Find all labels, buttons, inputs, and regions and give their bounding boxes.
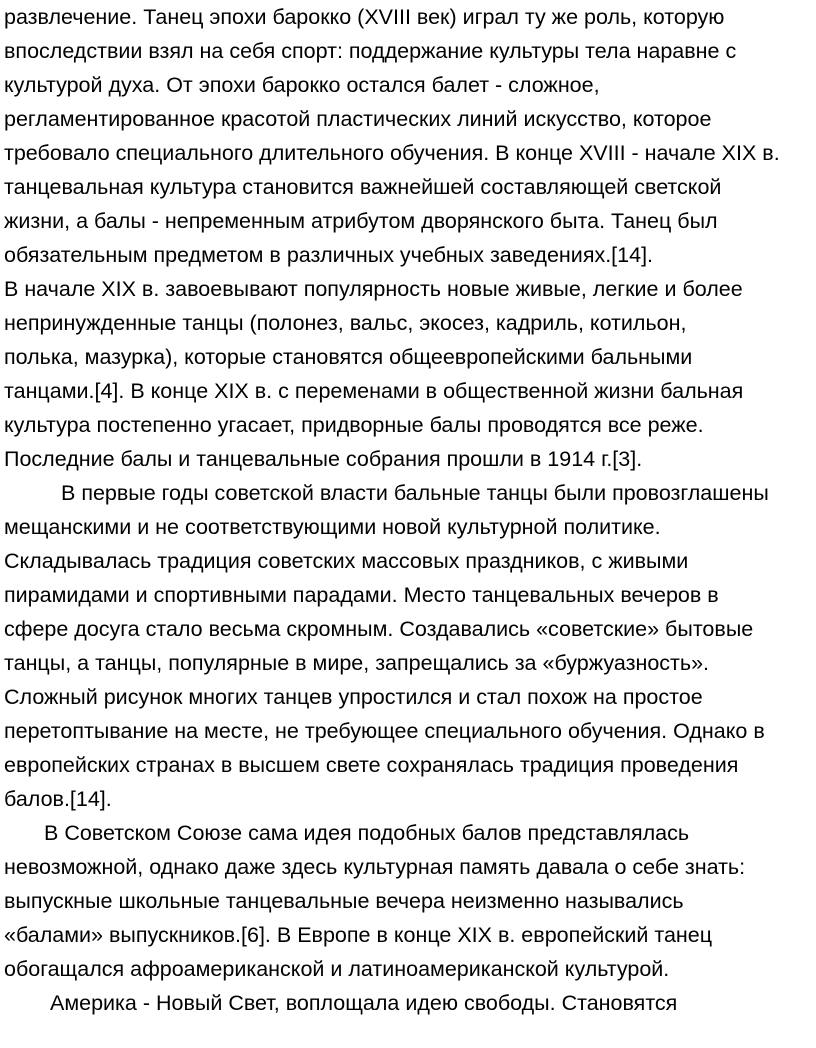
text-line: впоследствии взял на себя спорт: поддержание культуры тела наравне с [4,39,737,63]
text-line: европейских странах в высшем свете сохранялась традиция проведения [4,753,739,777]
text-line: развлечение. Танец эпохи барокко (XVIII век) играл ту же роль, которую [4,5,725,29]
text-line: В начале XIX в. завоевывают популярность новые живые, легкие и более [4,277,743,301]
text-line: обязательным предметом в различных учебных заведениях.[14]. [4,243,654,267]
text-line: Последние балы и танцевальные собрания прошли в 1914 г.[3]. [4,447,643,471]
text-line: сфере досуга стало весьма скромным. Создавались «советские» бытовые [4,617,754,641]
text-line: невозможной, однако даже здесь культурная память давала о себе знать: [4,855,746,879]
text-line: культура постепенно угасает, придворные балы проводятся все реже. [4,413,704,437]
text-line: жизни, а балы - непременным атрибутом дворянского быта. Танец был [4,209,718,233]
text-line: перетоптывание на месте, не требующее специального обучения. Однако в [4,719,765,743]
text-line: регламентированное красотой пластических линий искусство, которое [4,107,712,131]
text-line: обогащался афроамериканской и латиноамериканской культурой. [4,957,670,981]
text-line: танцами.[4]. В конце XIX в. с переменами в общественной жизни бальная [4,379,744,403]
text-line: Сложный рисунок многих танцев упростился и стал похож на простое [4,685,703,709]
text-line: пирамидами и спортивными парадами. Место танцевальных вечеров в [4,583,719,607]
text-line: танцы, а танцы, популярные в мире, запрещались за «буржуазность». [4,651,710,675]
text-line: балов.[14]. [4,787,112,811]
text-line: танцевальная культура становится важнейшей составляющей светской [4,175,722,199]
text-line: Складывалась традиция советских массовых праздников, с живыми [4,549,689,573]
text-line-indented: В первые годы советской власти бальные танцы были провозглашены [61,481,769,505]
text-line: культурой духа. От эпохи барокко остался балет - сложное, [4,73,600,97]
text-line: мещанскими и не соответствующими новой культурной политике. [4,515,661,539]
text-line: «балами» выпускников.[6]. В Европе в конце XIX в. европейский танец [4,923,713,947]
text-line: требовало специального длительного обучения. В конце XVIII - начале XIX в. [4,141,780,165]
text-line-indented: Америка - Новый Свет, воплощала идею свободы. Становятся [50,991,678,1015]
text-line: выпускные школьные танцевальные вечера неизменно назывались [4,889,684,913]
text-line: полька, мазурка), которые становятся общеевропейскими бальными [4,345,693,369]
text-line: непринужденные танцы (полонез, вальс, экосез, кадриль, котильон, [4,311,687,335]
text-line-indented: В Советском Союзе сама идея подобных балов представлялась [44,821,690,845]
